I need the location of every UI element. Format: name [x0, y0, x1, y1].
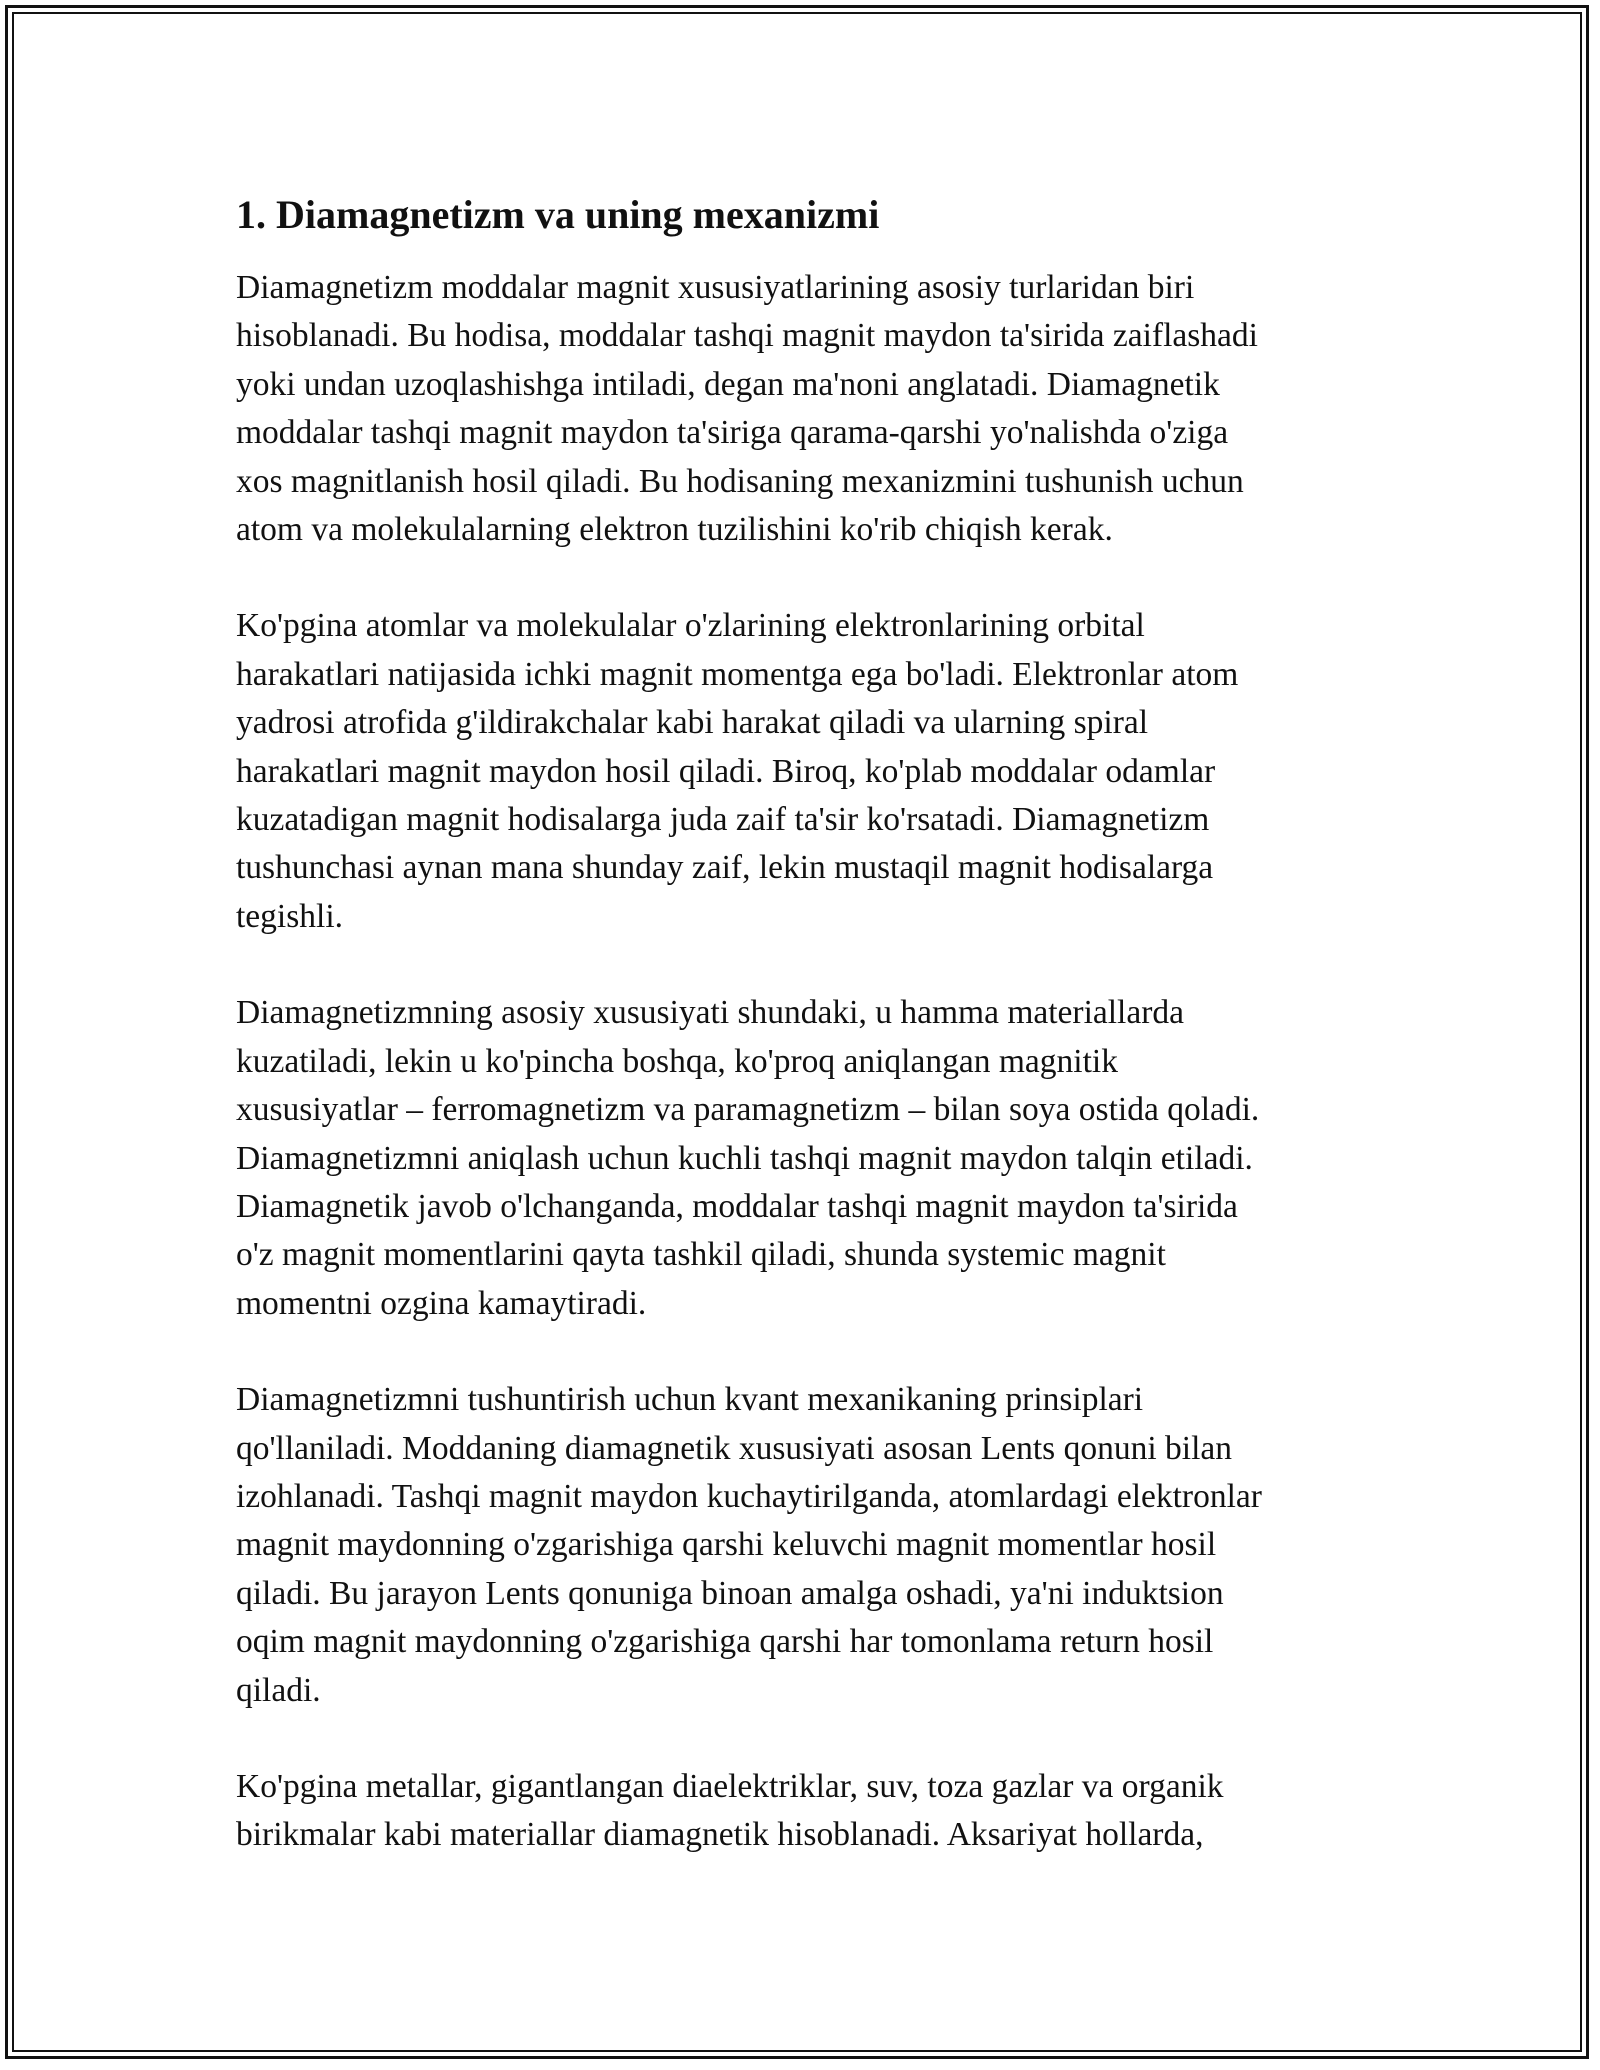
paragraph-5: Ko'pgina metallar, gigantlangan diaelektriklar, suv, toza gazlar va organik birikmalar kabi materiallar diamagnetik hisoblanadi. Aksariyat hollarda, — [236, 1767, 1224, 1854]
paragraph-4: Diamagnetizmni tushuntirish uchun kvant mexanikaning prinsiplari qo'llaniladi. Moddaning diamagnetik xususiyati asosan Lents qonuni bilan izohlanadi. Tashqi magnit maydon kuchaytirilganda, atomlardagi elektronlar magnit maydonning o'zgarishiga qarshi keluvchi magnit momentlar hosil qiladi. Bu jarayon Lents qonuniga binoan amalga oshadi, ya'ni induktsion oqim magnit maydonning o'zgarishiga qarshi har tomonlama return hosil qiladi. — [236, 1381, 1262, 1709]
section-title: 1. Diamagnetizm va uning mexanizmi — [236, 192, 880, 237]
paragraph-2: Ko'pgina atomlar va molekulalar o'zlarining elektronlarining orbital harakatlari natijasida ichki magnit momentga ega bo'ladi. Elektronlar atom yadrosi atrofida g'ildirakchalar kabi harakat qiladi va ularning spiral harakatlari magnit maydon hosil qiladi. Biroq, ko'plab moddalar odamlar kuzatadigan magnit hodisalarga juda zaif ta'sir ko'rsatadi. Diamagnetizm tushunchasi aynan mana shunday zaif, lekin mustaqil magnit hodisalarga tegishli. — [236, 607, 1239, 935]
paragraph-3: Diamagnetizmning asosiy xususiyati shundaki, u hamma materiallarda kuzatiladi, lekin u ko'pincha boshqa, ko'proq aniqlangan magnitik xususiyatlar – ferromagnetizm va paramagnetizm – bilan soya ostida qoladi. Diamagnetizmni aniqlash uchun kuchli tashqi magnit maydon talqin etiladi. Diamagnetik javob o'lchanganda, moddalar tashqi magnit maydon ta'sirida o'z magnit momentlarini qayta tashkil qiladi, shunda systemic magnit momentni ozgina kamaytiradi. — [236, 994, 1260, 1322]
paragraph-1: Diamagnetizm moddalar magnit xususiyatlarining asosiy turlaridan biri hisoblanadi. Bu hodisa, moddalar tashqi magnit maydon ta'sirida zaiflashadi yoki undan uzoqlashishga intiladi, degan ma'noni anglatadi. Diamagnetik moddalar tashqi magnit maydon ta'siriga qarama-qarshi yo'nalishda o'ziga xos magnitlanish hosil qiladi. Bu hodisaning mexanizmini tushunish uchun atom va molekulalarning elektron tuzilishini ko'rib chiqish kerak. — [236, 269, 1258, 549]
document-content — [236, 184, 1376, 1908]
